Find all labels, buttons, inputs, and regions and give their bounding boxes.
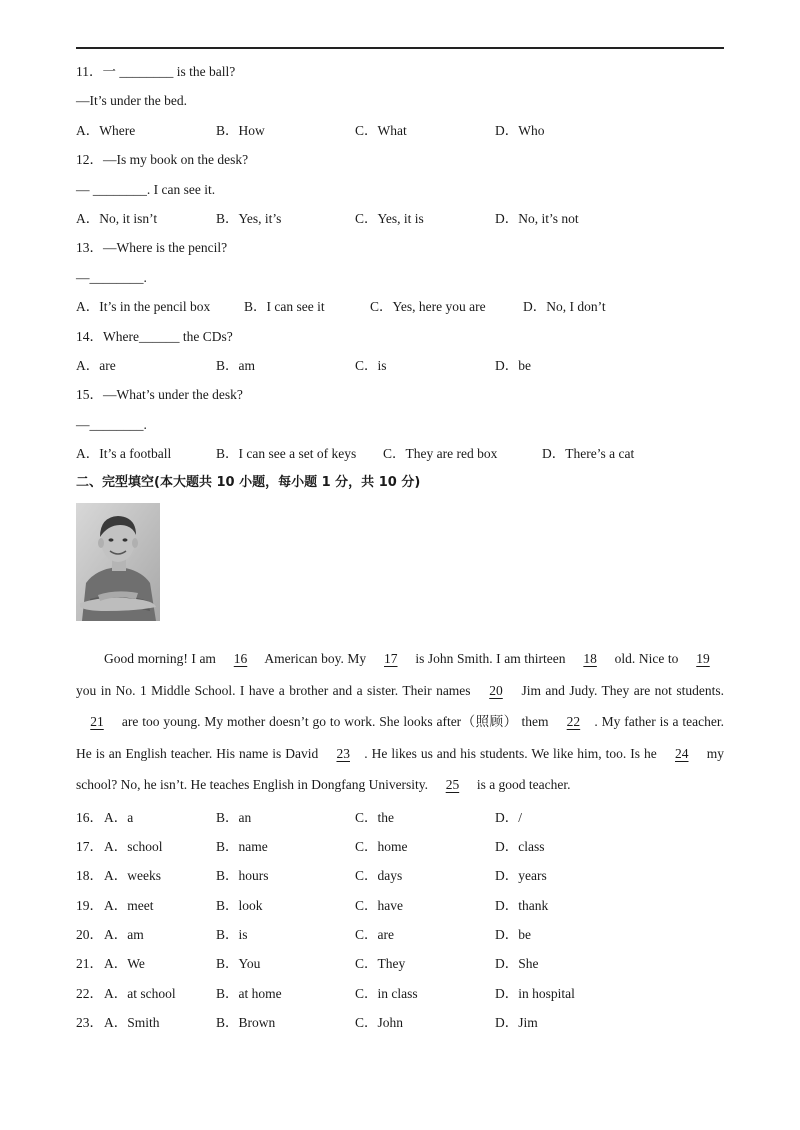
passage-text: . He likes us and his students. We like him, too. Is he: [364, 745, 661, 761]
question-11-stem: 11．一 ________ is the ball?: [76, 64, 236, 79]
answer-number: 16．: [76, 809, 103, 825]
option-a[interactable]: A．It’s a football: [76, 446, 172, 462]
blank-20: 20: [489, 682, 503, 698]
option-a[interactable]: A．Where: [76, 122, 136, 138]
answer-row-16: [76, 808, 724, 837]
option-b[interactable]: B．How: [216, 122, 265, 138]
question-12-stem: 12．—Is my book on the desk?: [76, 152, 249, 168]
option-c[interactable]: C．is: [355, 357, 387, 373]
option-b[interactable]: B．look: [216, 897, 263, 913]
option-a[interactable]: A．at school: [104, 985, 176, 1001]
answer-number: 23．: [76, 1015, 103, 1031]
option-d[interactable]: D．be: [495, 357, 531, 373]
option-a[interactable]: A．meet: [104, 897, 154, 913]
passage-text: Jim and Judy. They are not students.: [517, 682, 724, 698]
option-a[interactable]: A．a: [104, 809, 134, 825]
option-d[interactable]: D．/: [495, 809, 522, 825]
answer-number: 18．: [76, 868, 103, 884]
option-d[interactable]: D．Who: [495, 122, 545, 138]
option-c[interactable]: C．What: [355, 122, 407, 138]
question-13-reply: —________.: [76, 269, 147, 285]
question-12-reply: — ________. I can see it.: [76, 181, 216, 197]
option-a[interactable]: A．No, it isn’t: [76, 210, 158, 226]
answer-number: 19．: [76, 897, 103, 913]
option-c[interactable]: C．John: [355, 1015, 404, 1031]
blank-17: 17: [384, 651, 398, 667]
option-d[interactable]: D．No, I don’t: [523, 299, 606, 315]
answer-options: [76, 808, 724, 1043]
option-c[interactable]: C．days: [355, 868, 403, 884]
option-b[interactable]: B．Yes, it’s: [216, 210, 282, 226]
header-rule: [76, 47, 724, 49]
answer-number: 17．: [76, 838, 103, 854]
option-c[interactable]: C．in class: [355, 985, 418, 1001]
answer-row-17: [76, 837, 724, 866]
option-b[interactable]: B．am: [216, 357, 255, 373]
option-b[interactable]: B．is: [216, 927, 248, 943]
question-15-reply: —________.: [76, 416, 147, 432]
cloze-passage: [76, 643, 724, 800]
option-b[interactable]: B．an: [216, 809, 252, 825]
option-d[interactable]: D．years: [495, 868, 547, 884]
option-a[interactable]: A．weeks: [104, 868, 161, 884]
question-13-stem: 13．—Where is the pencil?: [76, 240, 228, 256]
option-c[interactable]: C．the: [355, 809, 394, 825]
blank-21: 21: [90, 714, 104, 730]
blank-25: 25: [445, 777, 460, 793]
exam-page: [76, 62, 724, 1043]
option-a[interactable]: A．We: [104, 956, 145, 972]
blank-18: 18: [583, 651, 597, 667]
passage-text: you in No. 1 Middle School. I have a brother and a sister. Their names: [76, 682, 476, 698]
option-b[interactable]: B．Brown: [216, 1015, 276, 1031]
option-d[interactable]: D．class: [495, 838, 545, 854]
question-15-options: [76, 444, 724, 473]
question-14-stem: 14．Where______ the CDs?: [76, 328, 233, 344]
blank-23: 23: [336, 745, 350, 761]
option-c[interactable]: C．They are red box: [383, 446, 498, 462]
option-c[interactable]: C．Yes, it is: [355, 210, 424, 226]
option-d[interactable]: D．thank: [495, 897, 549, 913]
passage-text: . My father is a teacher. He is an English teacher. His name is David: [76, 714, 724, 761]
option-d[interactable]: D．be: [495, 927, 531, 943]
option-c[interactable]: C．are: [355, 927, 394, 943]
option-d[interactable]: D．No, it’s not: [495, 210, 579, 226]
option-a[interactable]: A．am: [104, 927, 144, 943]
passage-text: are too young. My mother doesn’t go to work. She looks after（照顾） them: [118, 714, 553, 730]
passage-text: American boy. My: [261, 651, 370, 667]
option-d[interactable]: D．Jim: [495, 1015, 538, 1031]
blank-22: 22: [566, 714, 581, 730]
option-b[interactable]: B．hours: [216, 868, 269, 884]
option-b[interactable]: B．name: [216, 838, 268, 854]
passage-text: old. Nice to: [611, 651, 682, 667]
passage-text: Good morning! I am: [104, 651, 220, 667]
blank-19: 19: [696, 651, 710, 667]
question-12-options: [76, 209, 724, 238]
option-b[interactable]: B．I can see a set of keys: [216, 446, 357, 462]
blank-16: 16: [233, 651, 248, 667]
question-14-options: [76, 356, 724, 385]
answer-number: 22．: [76, 985, 103, 1001]
option-c[interactable]: C．Yes, here you are: [370, 299, 486, 315]
option-c[interactable]: C．They: [355, 956, 406, 972]
question-11-options: [76, 121, 724, 150]
option-d[interactable]: D．in hospital: [495, 985, 575, 1001]
blank-24: 24: [675, 745, 689, 761]
question-13-options: [76, 297, 724, 326]
option-d[interactable]: D．She: [495, 956, 539, 972]
option-a[interactable]: A．school: [104, 838, 163, 854]
option-d[interactable]: D．There’s a cat: [542, 446, 635, 462]
answer-row-21: [76, 954, 724, 983]
answer-row-22: [76, 984, 724, 1013]
section-heading: 二、完型填空(本大题共 10 小题，每小题 1 分，共 10 分): [76, 475, 421, 491]
passage-text: my school? No, he isn’t. He teaches English in Dongfang University.: [76, 745, 724, 793]
option-c[interactable]: C．home: [355, 838, 408, 854]
passage-text: is John Smith. I am thirteen: [411, 651, 570, 667]
option-c[interactable]: C．have: [355, 897, 403, 913]
option-b[interactable]: B．I can see it: [244, 299, 325, 315]
answer-row-18: [76, 866, 724, 895]
answer-row-23: [76, 1013, 724, 1042]
answer-number: 20．: [76, 927, 103, 943]
answer-row-20: [76, 925, 724, 954]
answer-row-19: [76, 896, 724, 925]
option-a[interactable]: A．It’s in the pencil box: [76, 299, 211, 315]
option-a[interactable]: A．are: [76, 357, 116, 373]
option-b[interactable]: B．at home: [216, 985, 282, 1001]
option-a[interactable]: A．Smith: [104, 1015, 160, 1031]
passage-text: is a good teacher.: [473, 777, 571, 793]
answer-number: 21．: [76, 956, 103, 972]
option-b[interactable]: B．You: [216, 956, 261, 972]
question-11-reply: —It’s under the bed.: [76, 93, 187, 109]
boy-photo: [76, 503, 160, 621]
question-15-stem: 15．—What’s under the desk?: [76, 387, 243, 403]
